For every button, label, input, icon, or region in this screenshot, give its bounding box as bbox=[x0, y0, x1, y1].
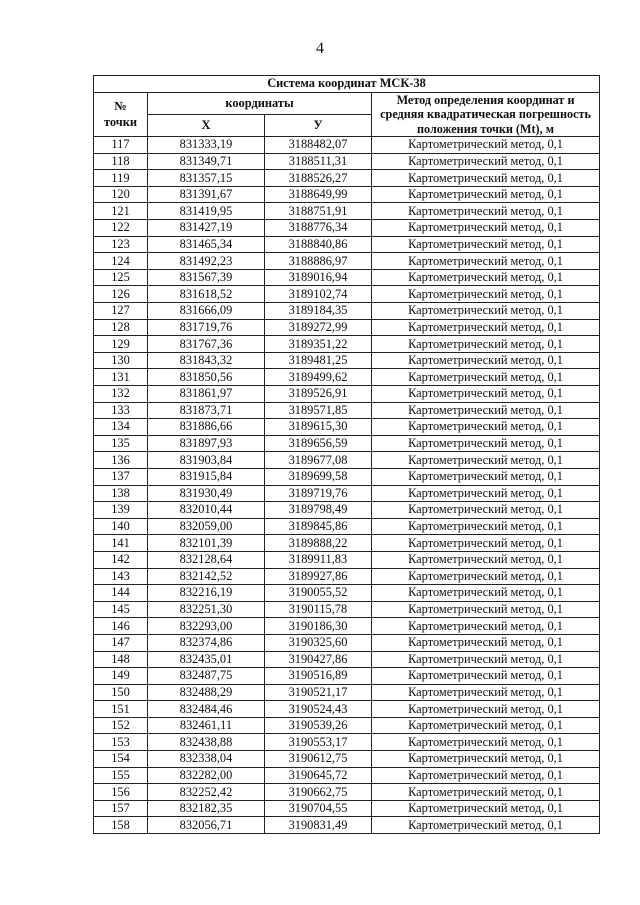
x-coordinate-cell: 831666,09 bbox=[148, 303, 265, 320]
table-row bbox=[94, 568, 600, 585]
table-row bbox=[94, 352, 600, 369]
x-coordinate-cell: 831886,66 bbox=[148, 419, 265, 436]
x-coordinate-cell: 832142,52 bbox=[148, 568, 265, 585]
x-coordinate-cell: 832487,75 bbox=[148, 668, 265, 685]
y-coordinate-cell: 3189351,22 bbox=[265, 336, 372, 353]
x-coordinate-cell: 832128,64 bbox=[148, 551, 265, 568]
y-coordinate-cell: 3188776,34 bbox=[265, 220, 372, 237]
table-row bbox=[94, 303, 600, 320]
point-number-cell: 153 bbox=[94, 734, 148, 751]
table-row bbox=[94, 220, 600, 237]
point-number-cell: 136 bbox=[94, 452, 148, 469]
table-row bbox=[94, 186, 600, 203]
method-cell: Картометрический метод, 0,1 bbox=[372, 286, 600, 303]
point-number-cell: 156 bbox=[94, 784, 148, 801]
table-row bbox=[94, 253, 600, 270]
table-row bbox=[94, 153, 600, 170]
table-row bbox=[94, 419, 600, 436]
y-coordinate-cell: 3189481,25 bbox=[265, 352, 372, 369]
point-number-cell: 132 bbox=[94, 386, 148, 403]
y-coordinate-cell: 3189719,76 bbox=[265, 485, 372, 502]
point-number-cell: 147 bbox=[94, 634, 148, 651]
x-coordinate-cell: 832488,29 bbox=[148, 684, 265, 701]
point-number-cell: 150 bbox=[94, 684, 148, 701]
y-coordinate-cell: 3189272,99 bbox=[265, 319, 372, 336]
y-coordinate-cell: 3189615,30 bbox=[265, 419, 372, 436]
method-cell: Картометрический метод, 0,1 bbox=[372, 485, 600, 502]
method-cell: Картометрический метод, 0,1 bbox=[372, 452, 600, 469]
y-coordinate-cell: 3190553,17 bbox=[265, 734, 372, 751]
method-cell: Картометрический метод, 0,1 bbox=[372, 751, 600, 768]
method-cell: Картометрический метод, 0,1 bbox=[372, 303, 600, 320]
method-cell: Картометрический метод, 0,1 bbox=[372, 585, 600, 602]
table-row bbox=[94, 236, 600, 253]
method-cell: Картометрический метод, 0,1 bbox=[372, 518, 600, 535]
y-coordinate-cell: 3189016,94 bbox=[265, 269, 372, 286]
table-row bbox=[94, 336, 600, 353]
x-coordinate-cell: 831567,39 bbox=[148, 269, 265, 286]
y-coordinate-cell: 3189798,49 bbox=[265, 502, 372, 519]
point-number-cell: 140 bbox=[94, 518, 148, 535]
table-row bbox=[94, 817, 600, 834]
y-coordinate-cell: 3189656,59 bbox=[265, 435, 372, 452]
table-body bbox=[94, 137, 600, 834]
table-row bbox=[94, 551, 600, 568]
page-number: 4 bbox=[316, 40, 324, 57]
table-row bbox=[94, 734, 600, 751]
table-row bbox=[94, 269, 600, 286]
point-number-cell: 143 bbox=[94, 568, 148, 585]
table-row bbox=[94, 618, 600, 635]
x-coordinate-cell: 832461,11 bbox=[148, 717, 265, 734]
table-row bbox=[94, 668, 600, 685]
method-cell: Картометрический метод, 0,1 bbox=[372, 734, 600, 751]
y-coordinate-cell: 3188751,91 bbox=[265, 203, 372, 220]
method-cell: Картометрический метод, 0,1 bbox=[372, 767, 600, 784]
point-number-cell: 130 bbox=[94, 352, 148, 369]
y-coordinate-cell: 3190427,86 bbox=[265, 651, 372, 668]
method-cell: Картометрический метод, 0,1 bbox=[372, 701, 600, 718]
point-number-cell: 145 bbox=[94, 601, 148, 618]
point-number-header: № точки bbox=[94, 92, 148, 137]
table-row bbox=[94, 601, 600, 618]
x-coordinate-cell: 831767,36 bbox=[148, 336, 265, 353]
x-coordinate-cell: 831349,71 bbox=[148, 153, 265, 170]
y-coordinate-cell: 3190325,60 bbox=[265, 634, 372, 651]
y-coordinate-cell: 3188886,97 bbox=[265, 253, 372, 270]
y-coordinate-cell: 3189526,91 bbox=[265, 386, 372, 403]
x-coordinate-cell: 832338,04 bbox=[148, 751, 265, 768]
x-coordinate-cell: 832293,00 bbox=[148, 618, 265, 635]
point-number-cell: 125 bbox=[94, 269, 148, 286]
y-coordinate-cell: 3190539,26 bbox=[265, 717, 372, 734]
method-cell: Картометрический метод, 0,1 bbox=[372, 535, 600, 552]
x-coordinate-cell: 831391,67 bbox=[148, 186, 265, 203]
method-cell: Картометрический метод, 0,1 bbox=[372, 435, 600, 452]
coordinates-header: координаты bbox=[148, 92, 372, 114]
method-cell: Картометрический метод, 0,1 bbox=[372, 220, 600, 237]
x-coordinate-cell: 832252,42 bbox=[148, 784, 265, 801]
point-number-cell: 129 bbox=[94, 336, 148, 353]
point-number-cell: 155 bbox=[94, 767, 148, 784]
y-coordinate-cell: 3189184,35 bbox=[265, 303, 372, 320]
x-coordinate-cell: 832484,46 bbox=[148, 701, 265, 718]
table-row bbox=[94, 585, 600, 602]
table-row bbox=[94, 369, 600, 386]
y-coordinate-cell: 3190704,55 bbox=[265, 800, 372, 817]
method-cell: Картометрический метод, 0,1 bbox=[372, 618, 600, 635]
x-coordinate-cell: 832374,86 bbox=[148, 634, 265, 651]
point-number-cell: 127 bbox=[94, 303, 148, 320]
method-cell: Картометрический метод, 0,1 bbox=[372, 568, 600, 585]
method-cell: Картометрический метод, 0,1 bbox=[372, 319, 600, 336]
y-coordinate-cell: 3188649,99 bbox=[265, 186, 372, 203]
y-coordinate-cell: 3189911,83 bbox=[265, 551, 372, 568]
method-cell: Картометрический метод, 0,1 bbox=[372, 386, 600, 403]
table-row bbox=[94, 386, 600, 403]
y-coordinate-cell: 3189927,86 bbox=[265, 568, 372, 585]
x-coordinate-cell: 832282,00 bbox=[148, 767, 265, 784]
coordinates-table bbox=[93, 75, 600, 834]
table-row bbox=[94, 751, 600, 768]
y-coordinate-cell: 3190055,52 bbox=[265, 585, 372, 602]
method-cell: Картометрический метод, 0,1 bbox=[372, 402, 600, 419]
point-number-cell: 124 bbox=[94, 253, 148, 270]
method-cell: Картометрический метод, 0,1 bbox=[372, 170, 600, 187]
point-number-cell: 121 bbox=[94, 203, 148, 220]
y-coordinate-cell: 3189699,58 bbox=[265, 468, 372, 485]
x-coordinate-cell: 831465,34 bbox=[148, 236, 265, 253]
y-coordinate-cell: 3189571,85 bbox=[265, 402, 372, 419]
y-coordinate-cell: 3190516,89 bbox=[265, 668, 372, 685]
method-cell: Картометрический метод, 0,1 bbox=[372, 651, 600, 668]
point-number-cell: 122 bbox=[94, 220, 148, 237]
table-row bbox=[94, 535, 600, 552]
point-number-cell: 138 bbox=[94, 485, 148, 502]
table-row bbox=[94, 203, 600, 220]
method-header: Метод определения координат и средняя квадратическая погрешность положения точки (Мt), м bbox=[372, 92, 600, 137]
point-number-cell: 118 bbox=[94, 153, 148, 170]
x-coordinate-cell: 831333,19 bbox=[148, 137, 265, 154]
x-coordinate-cell: 832101,39 bbox=[148, 535, 265, 552]
x-coordinate-cell: 832182,35 bbox=[148, 800, 265, 817]
y-coordinate-cell: 3189102,74 bbox=[265, 286, 372, 303]
point-number-cell: 134 bbox=[94, 419, 148, 436]
x-coordinate-cell: 831843,32 bbox=[148, 352, 265, 369]
x-coordinate-cell: 832438,88 bbox=[148, 734, 265, 751]
x-coordinate-cell: 831915,84 bbox=[148, 468, 265, 485]
y-coordinate-cell: 3190115,78 bbox=[265, 601, 372, 618]
x-coordinate-cell: 832059,00 bbox=[148, 518, 265, 535]
table-row bbox=[94, 784, 600, 801]
table-row bbox=[94, 485, 600, 502]
y-coordinate-cell: 3189888,22 bbox=[265, 535, 372, 552]
table-row bbox=[94, 319, 600, 336]
x-coordinate-cell: 831873,71 bbox=[148, 402, 265, 419]
coordinate-system-title: Система координат МСК-38 bbox=[94, 76, 600, 93]
method-cell: Картометрический метод, 0,1 bbox=[372, 668, 600, 685]
table-row bbox=[94, 767, 600, 784]
x-coordinate-cell: 831427,19 bbox=[148, 220, 265, 237]
y-coordinate-cell: 3188511,31 bbox=[265, 153, 372, 170]
method-cell: Картометрический метод, 0,1 bbox=[372, 551, 600, 568]
point-number-cell: 137 bbox=[94, 468, 148, 485]
table-row bbox=[94, 402, 600, 419]
point-number-cell: 135 bbox=[94, 435, 148, 452]
y-coordinate-cell: 3190831,49 bbox=[265, 817, 372, 834]
method-cell: Картометрический метод, 0,1 bbox=[372, 352, 600, 369]
point-number-cell: 131 bbox=[94, 369, 148, 386]
point-number-cell: 149 bbox=[94, 668, 148, 685]
point-number-cell: 123 bbox=[94, 236, 148, 253]
point-number-cell: 119 bbox=[94, 170, 148, 187]
x-coordinate-cell: 831861,97 bbox=[148, 386, 265, 403]
method-cell: Картометрический метод, 0,1 bbox=[372, 419, 600, 436]
table-row bbox=[94, 651, 600, 668]
point-number-cell: 158 bbox=[94, 817, 148, 834]
point-number-cell: 139 bbox=[94, 502, 148, 519]
method-cell: Картометрический метод, 0,1 bbox=[372, 203, 600, 220]
point-number-cell: 151 bbox=[94, 701, 148, 718]
table-row bbox=[94, 137, 600, 154]
method-cell: Картометрический метод, 0,1 bbox=[372, 137, 600, 154]
table-row bbox=[94, 286, 600, 303]
x-coordinate-cell: 832056,71 bbox=[148, 817, 265, 834]
y-coordinate-cell: 3190612,75 bbox=[265, 751, 372, 768]
x-coordinate-cell: 831850,56 bbox=[148, 369, 265, 386]
y-header: У bbox=[265, 114, 372, 136]
table-row bbox=[94, 452, 600, 469]
table-row bbox=[94, 518, 600, 535]
table-row bbox=[94, 701, 600, 718]
y-coordinate-cell: 3188840,86 bbox=[265, 236, 372, 253]
x-coordinate-cell: 832435,01 bbox=[148, 651, 265, 668]
y-coordinate-cell: 3190186,30 bbox=[265, 618, 372, 635]
point-number-cell: 141 bbox=[94, 535, 148, 552]
x-coordinate-cell: 832251,30 bbox=[148, 601, 265, 618]
method-cell: Картометрический метод, 0,1 bbox=[372, 336, 600, 353]
point-number-cell: 148 bbox=[94, 651, 148, 668]
method-cell: Картометрический метод, 0,1 bbox=[372, 153, 600, 170]
x-coordinate-cell: 831618,52 bbox=[148, 286, 265, 303]
y-coordinate-cell: 3188526,27 bbox=[265, 170, 372, 187]
point-number-cell: 142 bbox=[94, 551, 148, 568]
table-row bbox=[94, 170, 600, 187]
point-number-cell: 120 bbox=[94, 186, 148, 203]
point-number-cell: 133 bbox=[94, 402, 148, 419]
method-cell: Картометрический метод, 0,1 bbox=[372, 253, 600, 270]
method-cell: Картометрический метод, 0,1 bbox=[372, 634, 600, 651]
method-cell: Картометрический метод, 0,1 bbox=[372, 369, 600, 386]
table-row bbox=[94, 684, 600, 701]
y-coordinate-cell: 3189677,08 bbox=[265, 452, 372, 469]
method-cell: Картометрический метод, 0,1 bbox=[372, 684, 600, 701]
y-coordinate-cell: 3189499,62 bbox=[265, 369, 372, 386]
point-number-cell: 146 bbox=[94, 618, 148, 635]
x-coordinate-cell: 831897,93 bbox=[148, 435, 265, 452]
x-coordinate-cell: 832216,19 bbox=[148, 585, 265, 602]
y-coordinate-cell: 3190521,17 bbox=[265, 684, 372, 701]
table-row bbox=[94, 634, 600, 651]
x-coordinate-cell: 831357,15 bbox=[148, 170, 265, 187]
method-cell: Картометрический метод, 0,1 bbox=[372, 784, 600, 801]
x-coordinate-cell: 831930,49 bbox=[148, 485, 265, 502]
y-coordinate-cell: 3190524,43 bbox=[265, 701, 372, 718]
method-cell: Картометрический метод, 0,1 bbox=[372, 186, 600, 203]
x-coordinate-cell: 831492,23 bbox=[148, 253, 265, 270]
method-cell: Картометрический метод, 0,1 bbox=[372, 817, 600, 834]
point-number-cell: 128 bbox=[94, 319, 148, 336]
table-row bbox=[94, 435, 600, 452]
method-cell: Картометрический метод, 0,1 bbox=[372, 502, 600, 519]
point-number-cell: 144 bbox=[94, 585, 148, 602]
x-coordinate-cell: 831719,76 bbox=[148, 319, 265, 336]
y-coordinate-cell: 3190662,75 bbox=[265, 784, 372, 801]
point-number-cell: 117 bbox=[94, 137, 148, 154]
method-cell: Картометрический метод, 0,1 bbox=[372, 800, 600, 817]
method-cell: Картометрический метод, 0,1 bbox=[372, 236, 600, 253]
y-coordinate-cell: 3189845,86 bbox=[265, 518, 372, 535]
x-coordinate-cell: 831903,84 bbox=[148, 452, 265, 469]
point-number-cell: 157 bbox=[94, 800, 148, 817]
x-coordinate-cell: 832010,44 bbox=[148, 502, 265, 519]
x-header: Х bbox=[148, 114, 265, 136]
y-coordinate-cell: 3190645,72 bbox=[265, 767, 372, 784]
table-row bbox=[94, 717, 600, 734]
point-number-cell: 126 bbox=[94, 286, 148, 303]
method-cell: Картометрический метод, 0,1 bbox=[372, 468, 600, 485]
table-row bbox=[94, 800, 600, 817]
method-cell: Картометрический метод, 0,1 bbox=[372, 269, 600, 286]
method-cell: Картометрический метод, 0,1 bbox=[372, 601, 600, 618]
point-number-cell: 154 bbox=[94, 751, 148, 768]
y-coordinate-cell: 3188482,07 bbox=[265, 137, 372, 154]
method-cell: Картометрический метод, 0,1 bbox=[372, 717, 600, 734]
table-row bbox=[94, 502, 600, 519]
x-coordinate-cell: 831419,95 bbox=[148, 203, 265, 220]
table-row bbox=[94, 468, 600, 485]
point-number-cell: 152 bbox=[94, 717, 148, 734]
